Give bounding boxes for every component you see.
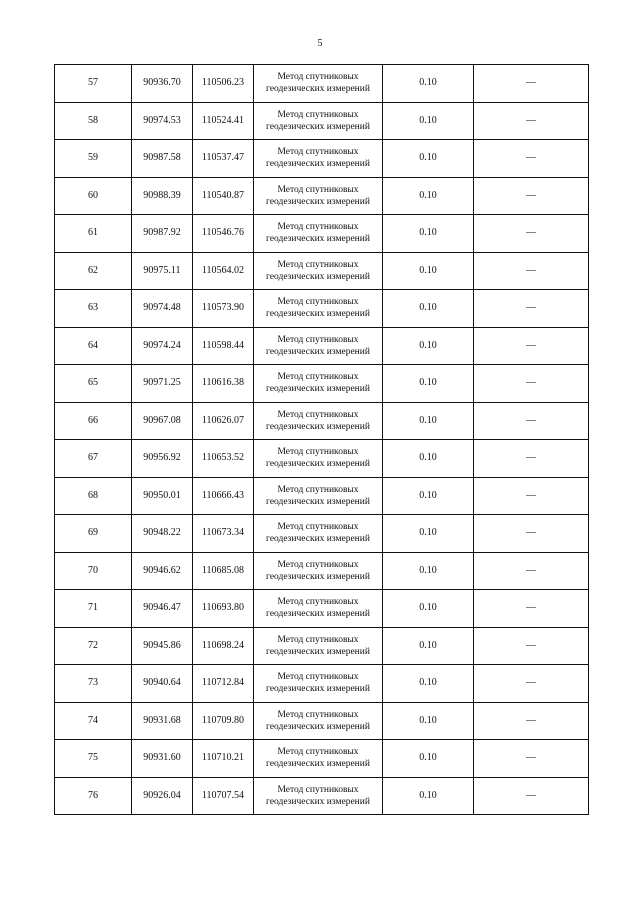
table-row <box>55 177 589 215</box>
point-number-cell: 73 <box>55 665 132 703</box>
x-coordinate-cell: 90950.01 <box>132 477 193 515</box>
note-cell: — <box>474 402 589 440</box>
x-coordinate-cell: 90974.24 <box>132 327 193 365</box>
point-number-cell: 76 <box>55 777 132 815</box>
y-coordinate-cell: 110506.23 <box>193 65 254 103</box>
y-coordinate-cell: 110524.41 <box>193 102 254 140</box>
accuracy-cell: 0.10 <box>383 215 474 253</box>
x-coordinate-cell: 90931.68 <box>132 702 193 740</box>
y-coordinate-cell: 110673.34 <box>193 515 254 553</box>
point-number-cell: 61 <box>55 215 132 253</box>
x-coordinate-cell: 90971.25 <box>132 365 193 403</box>
y-coordinate-cell: 110712.84 <box>193 665 254 703</box>
x-coordinate-cell: 90987.92 <box>132 215 193 253</box>
note-cell: — <box>474 440 589 478</box>
point-number-cell: 70 <box>55 552 132 590</box>
accuracy-cell: 0.10 <box>383 252 474 290</box>
accuracy-cell: 0.10 <box>383 65 474 103</box>
accuracy-cell: 0.10 <box>383 177 474 215</box>
table-row <box>55 65 589 103</box>
table-row <box>55 477 589 515</box>
y-coordinate-cell: 110653.52 <box>193 440 254 478</box>
x-coordinate-cell: 90940.64 <box>132 665 193 703</box>
x-coordinate-cell: 90946.47 <box>132 590 193 628</box>
note-cell: — <box>474 177 589 215</box>
note-cell: — <box>474 102 589 140</box>
note-cell: — <box>474 365 589 403</box>
table-row <box>55 702 589 740</box>
point-number-cell: 71 <box>55 590 132 628</box>
y-coordinate-cell: 110598.44 <box>193 327 254 365</box>
x-coordinate-cell: 90945.86 <box>132 627 193 665</box>
x-coordinate-cell: 90931.60 <box>132 740 193 778</box>
table-row <box>55 402 589 440</box>
y-coordinate-cell: 110666.43 <box>193 477 254 515</box>
accuracy-cell: 0.10 <box>383 102 474 140</box>
accuracy-cell: 0.10 <box>383 290 474 328</box>
y-coordinate-cell: 110616.38 <box>193 365 254 403</box>
table-row <box>55 665 589 703</box>
y-coordinate-cell: 110540.87 <box>193 177 254 215</box>
point-number-cell: 66 <box>55 402 132 440</box>
method-cell: Метод спутниковых геодезических измерений <box>254 552 383 590</box>
method-cell: Метод спутниковых геодезических измерений <box>254 65 383 103</box>
accuracy-cell: 0.10 <box>383 777 474 815</box>
note-cell: — <box>474 665 589 703</box>
x-coordinate-cell: 90974.53 <box>132 102 193 140</box>
y-coordinate-cell: 110707.54 <box>193 777 254 815</box>
accuracy-cell: 0.10 <box>383 590 474 628</box>
point-number-cell: 64 <box>55 327 132 365</box>
x-coordinate-cell: 90946.62 <box>132 552 193 590</box>
table-row <box>55 740 589 778</box>
accuracy-cell: 0.10 <box>383 665 474 703</box>
y-coordinate-cell: 110709.80 <box>193 702 254 740</box>
point-number-cell: 58 <box>55 102 132 140</box>
x-coordinate-cell: 90975.11 <box>132 252 193 290</box>
accuracy-cell: 0.10 <box>383 627 474 665</box>
accuracy-cell: 0.10 <box>383 402 474 440</box>
x-coordinate-cell: 90956.92 <box>132 440 193 478</box>
note-cell: — <box>474 740 589 778</box>
y-coordinate-cell: 110693.80 <box>193 590 254 628</box>
note-cell: — <box>474 252 589 290</box>
x-coordinate-cell: 90974.48 <box>132 290 193 328</box>
method-cell: Метод спутниковых геодезических измерений <box>254 665 383 703</box>
method-cell: Метод спутниковых геодезических измерений <box>254 702 383 740</box>
point-number-cell: 69 <box>55 515 132 553</box>
x-coordinate-cell: 90988.39 <box>132 177 193 215</box>
method-cell: Метод спутниковых геодезических измерений <box>254 402 383 440</box>
table-row <box>55 627 589 665</box>
note-cell: — <box>474 515 589 553</box>
y-coordinate-cell: 110546.76 <box>193 215 254 253</box>
note-cell: — <box>474 590 589 628</box>
point-number-cell: 74 <box>55 702 132 740</box>
table-row <box>55 252 589 290</box>
note-cell: — <box>474 65 589 103</box>
table-row <box>55 102 589 140</box>
table-row <box>55 777 589 815</box>
x-coordinate-cell: 90936.70 <box>132 65 193 103</box>
point-number-cell: 67 <box>55 440 132 478</box>
note-cell: — <box>474 290 589 328</box>
note-cell: — <box>474 140 589 178</box>
point-number-cell: 60 <box>55 177 132 215</box>
method-cell: Метод спутниковых геодезических измерений <box>254 590 383 628</box>
note-cell: — <box>474 327 589 365</box>
table-row <box>55 215 589 253</box>
method-cell: Метод спутниковых геодезических измерений <box>254 177 383 215</box>
note-cell: — <box>474 777 589 815</box>
note-cell: — <box>474 627 589 665</box>
coordinates-table-body <box>55 65 589 815</box>
table-row <box>55 327 589 365</box>
method-cell: Метод спутниковых геодезических измерений <box>254 327 383 365</box>
note-cell: — <box>474 702 589 740</box>
x-coordinate-cell: 90948.22 <box>132 515 193 553</box>
point-number-cell: 57 <box>55 65 132 103</box>
method-cell: Метод спутниковых геодезических измерений <box>254 290 383 328</box>
accuracy-cell: 0.10 <box>383 327 474 365</box>
table-row <box>55 515 589 553</box>
method-cell: Метод спутниковых геодезических измерений <box>254 477 383 515</box>
method-cell: Метод спутниковых геодезических измерений <box>254 440 383 478</box>
method-cell: Метод спутниковых геодезических измерений <box>254 515 383 553</box>
point-number-cell: 62 <box>55 252 132 290</box>
method-cell: Метод спутниковых геодезических измерений <box>254 627 383 665</box>
method-cell: Метод спутниковых геодезических измерений <box>254 740 383 778</box>
y-coordinate-cell: 110698.24 <box>193 627 254 665</box>
method-cell: Метод спутниковых геодезических измерений <box>254 252 383 290</box>
coordinates-table <box>54 64 589 815</box>
method-cell: Метод спутниковых геодезических измерений <box>254 102 383 140</box>
x-coordinate-cell: 90987.58 <box>132 140 193 178</box>
point-number-cell: 72 <box>55 627 132 665</box>
y-coordinate-cell: 110710.21 <box>193 740 254 778</box>
accuracy-cell: 0.10 <box>383 740 474 778</box>
table-row <box>55 590 589 628</box>
table-row <box>55 290 589 328</box>
method-cell: Метод спутниковых геодезических измерений <box>254 140 383 178</box>
method-cell: Метод спутниковых геодезических измерений <box>254 365 383 403</box>
method-cell: Метод спутниковых геодезических измерений <box>254 777 383 815</box>
point-number-cell: 68 <box>55 477 132 515</box>
accuracy-cell: 0.10 <box>383 365 474 403</box>
accuracy-cell: 0.10 <box>383 477 474 515</box>
table-row <box>55 440 589 478</box>
table-row <box>55 552 589 590</box>
x-coordinate-cell: 90967.08 <box>132 402 193 440</box>
y-coordinate-cell: 110537.47 <box>193 140 254 178</box>
page-number: 5 <box>317 38 323 49</box>
note-cell: — <box>474 552 589 590</box>
accuracy-cell: 0.10 <box>383 515 474 553</box>
y-coordinate-cell: 110685.08 <box>193 552 254 590</box>
point-number-cell: 59 <box>55 140 132 178</box>
point-number-cell: 65 <box>55 365 132 403</box>
table-row <box>55 140 589 178</box>
accuracy-cell: 0.10 <box>383 440 474 478</box>
point-number-cell: 63 <box>55 290 132 328</box>
accuracy-cell: 0.10 <box>383 140 474 178</box>
y-coordinate-cell: 110626.07 <box>193 402 254 440</box>
x-coordinate-cell: 90926.04 <box>132 777 193 815</box>
method-cell: Метод спутниковых геодезических измерений <box>254 215 383 253</box>
accuracy-cell: 0.10 <box>383 702 474 740</box>
point-number-cell: 75 <box>55 740 132 778</box>
table-row <box>55 365 589 403</box>
y-coordinate-cell: 110573.90 <box>193 290 254 328</box>
note-cell: — <box>474 477 589 515</box>
accuracy-cell: 0.10 <box>383 552 474 590</box>
note-cell: — <box>474 215 589 253</box>
y-coordinate-cell: 110564.02 <box>193 252 254 290</box>
